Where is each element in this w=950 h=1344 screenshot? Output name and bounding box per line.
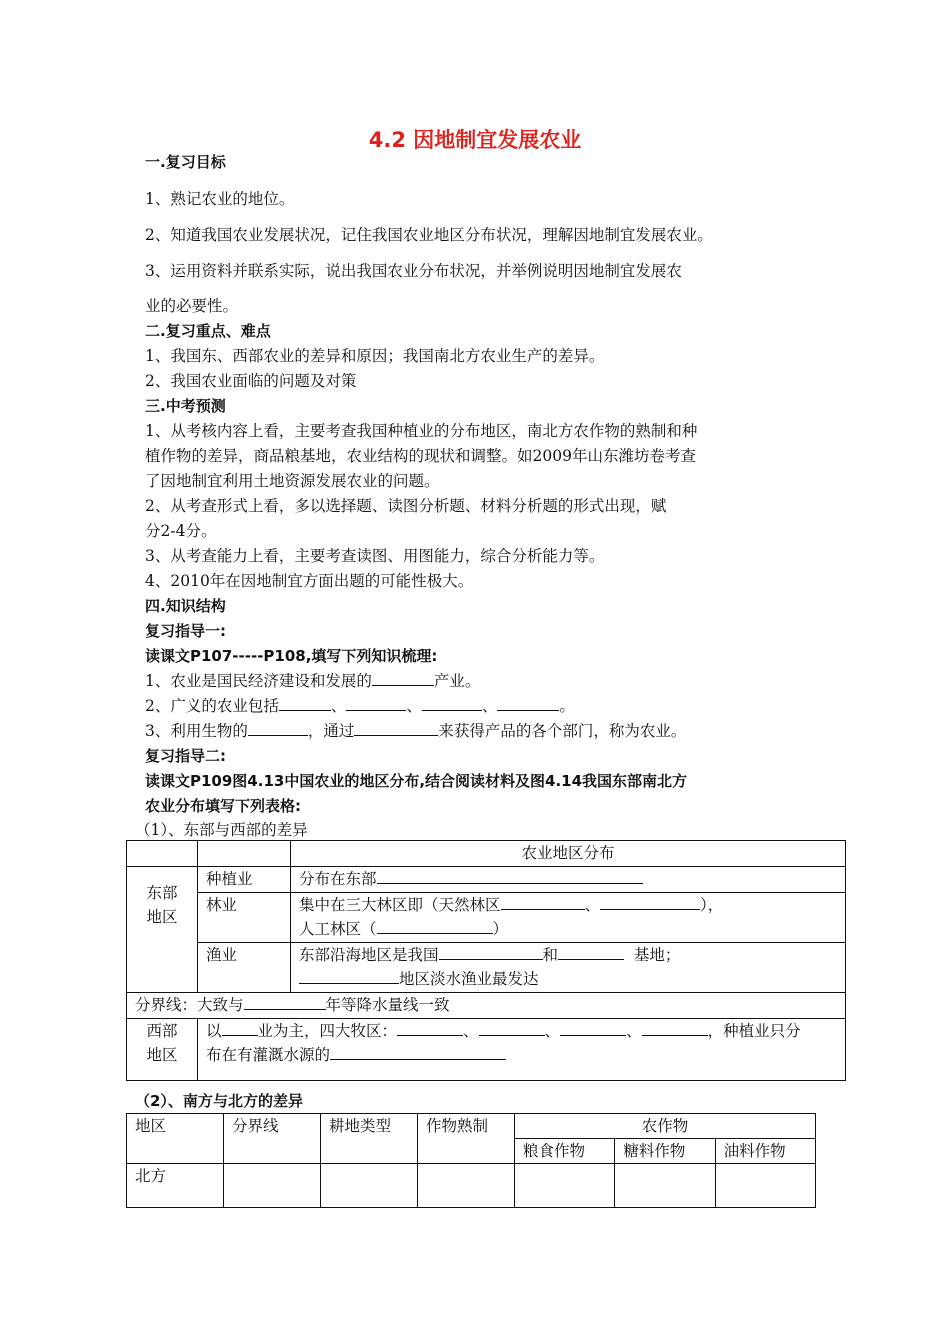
forecast-item: 3、从考查能力上看，主要考查读图、用图能力，综合分析能力等。 xyxy=(145,547,605,565)
guide-two-reading: 读课文P109图4.13中国农业的地区分布,结合阅读材料及图4.14我国东部南北方 xyxy=(145,772,688,790)
goal-item: 3、运用资料并联系实际，说出我国农业分布状况，并举例说明因地制宜发展农 xyxy=(145,262,682,280)
answer-blank[interactable] xyxy=(397,1021,463,1036)
goal-item: 业的必要性。 xyxy=(145,297,239,315)
question-1-tail: 产业。 xyxy=(433,672,481,690)
section-heading-forecast: 三.中考预测 xyxy=(145,397,226,415)
keypoint-item: 1、我国东、西部农业的差异和原因；我国南北方农业生产的差异。 xyxy=(145,347,605,365)
table-cell[interactable] xyxy=(715,1164,815,1208)
question-2-text: 2、广义的农业包括 xyxy=(145,697,279,715)
east-west-table xyxy=(126,840,846,1081)
col-header-land-type: 耕地类型 xyxy=(321,1114,418,1164)
north-south-table xyxy=(126,1113,816,1208)
guide-one-reading: 读课文P107-----P108,填写下列知识梳理: xyxy=(145,647,438,665)
west-region-label xyxy=(127,1019,198,1081)
col-header-cropping-system: 作物熟制 xyxy=(418,1114,515,1164)
answer-blank[interactable] xyxy=(346,696,406,711)
question-3-text: 3、利用生物的 xyxy=(145,722,248,740)
answer-blank[interactable] xyxy=(377,869,643,884)
answer-blank[interactable] xyxy=(248,721,308,736)
guide-two-heading: 复习指导二: xyxy=(145,747,226,765)
answer-blank[interactable] xyxy=(501,895,585,910)
table-cell[interactable] xyxy=(321,1164,418,1208)
row-label-forestry: 林业 xyxy=(198,893,291,943)
goal-item: 1、熟记农业的地位。 xyxy=(145,190,295,208)
answer-blank[interactable] xyxy=(377,919,493,934)
col-header-boundary: 分界线 xyxy=(224,1114,321,1164)
west-text: 布在有灌溉水源的 xyxy=(206,1046,331,1064)
close-paren: ） xyxy=(492,920,509,938)
forecast-item: 2、从考查形式上看，多以选择题、读图分析题、材料分析题的形式出现，赋 xyxy=(145,497,667,515)
planting-text: 分布在东部 xyxy=(299,870,377,888)
planting-cell xyxy=(291,867,846,893)
goal-item: 2、知道我国农业发展状况，记住我国农业地区分布状况，理解因地制宜发展农业。 xyxy=(145,226,713,244)
row-label-north: 北方 xyxy=(127,1164,224,1208)
row-label-fishery: 渔业 xyxy=(198,943,291,993)
divider-text: 分界线：大致与 xyxy=(135,996,244,1014)
west-text: 以 xyxy=(206,1022,222,1040)
answer-blank[interactable] xyxy=(279,696,331,711)
guide-two-reading: 农业分布填写下列表格: xyxy=(145,797,301,815)
table-cell[interactable] xyxy=(615,1164,715,1208)
fishery-cell xyxy=(291,943,846,993)
separator: 、 xyxy=(544,1022,561,1040)
section-heading-goals: 一.复习目标 xyxy=(145,153,226,171)
answer-blank[interactable] xyxy=(439,945,543,960)
fishery-text: 东部沿海地区是我国 xyxy=(299,946,439,964)
separator: 、 xyxy=(330,697,347,715)
answer-blank[interactable] xyxy=(330,1045,506,1060)
keypoint-item: 2、我国农业面临的问题及对策 xyxy=(145,372,357,390)
page-title: 4.2 因地制宜发展农业 xyxy=(368,128,582,152)
answer-blank[interactable] xyxy=(354,721,438,736)
answer-blank[interactable] xyxy=(600,895,700,910)
table-cell[interactable] xyxy=(418,1164,515,1208)
col-header-grain: 粮食作物 xyxy=(515,1139,615,1164)
question-3-mid: ，通过 xyxy=(307,722,355,740)
answer-blank[interactable] xyxy=(479,1021,545,1036)
close-paren: ）， xyxy=(700,896,724,914)
forestry-text: 集中在三大林区即（天然林区 xyxy=(299,896,501,914)
answer-blank[interactable] xyxy=(299,969,399,984)
col-header-region: 地区 xyxy=(127,1114,224,1164)
answer-blank[interactable] xyxy=(244,995,326,1010)
east-region-label xyxy=(127,867,198,993)
separator: 、 xyxy=(481,697,498,715)
separator: 、 xyxy=(406,697,422,715)
west-cell xyxy=(198,1019,846,1081)
question-1-text: 1、农业是国民经济建设和发展的 xyxy=(145,672,372,690)
separator: 、 xyxy=(584,896,601,914)
period: 。 xyxy=(559,697,575,715)
separator: 、 xyxy=(626,1022,642,1040)
question-2 xyxy=(145,696,575,716)
forecast-item: 植作物的差异，商品粮基地，农业结构的现状和调整。如2009年山东潍坊卷考查 xyxy=(145,447,696,465)
answer-blank[interactable] xyxy=(222,1021,258,1036)
answer-blank[interactable] xyxy=(372,671,434,686)
divider-row xyxy=(127,993,846,1019)
fishery-base: 基地； xyxy=(633,946,681,964)
answer-blank[interactable] xyxy=(642,1021,708,1036)
forestry-text: 人工林区（ xyxy=(299,920,377,938)
answer-blank[interactable] xyxy=(560,1021,626,1036)
forecast-item: 了因地制宜利用土地资源发展农业的问题。 xyxy=(145,472,440,490)
forestry-cell xyxy=(291,893,846,943)
col-header-crops: 农作物 xyxy=(515,1114,816,1139)
answer-blank[interactable] xyxy=(558,945,624,960)
east-label-line: 东部 xyxy=(146,884,178,902)
east-label-line: 地区 xyxy=(146,908,178,926)
question-1 xyxy=(145,671,480,691)
table-header: 农业地区分布 xyxy=(291,841,846,867)
west-text: 业为主，四大牧区： xyxy=(257,1022,398,1040)
answer-blank[interactable] xyxy=(497,696,559,711)
separator: 、 xyxy=(463,1022,479,1040)
section-heading-keypoints: 二.复习重点、难点 xyxy=(145,322,271,340)
divider-text: 年等降水量线一致 xyxy=(325,996,450,1014)
row-label-planting: 种植业 xyxy=(198,867,291,893)
question-3 xyxy=(145,721,686,741)
guide-one-heading: 复习指导一: xyxy=(145,622,226,640)
west-label-line: 西部 xyxy=(146,1022,178,1040)
west-text: ，种植业只分 xyxy=(707,1022,801,1040)
table1-caption: （1）、东部与西部的差异 xyxy=(135,821,308,839)
west-label-line: 地区 xyxy=(146,1046,178,1064)
col-header-oil: 油料作物 xyxy=(715,1139,815,1164)
question-3-tail: 来获得产品的各个部门，称为农业。 xyxy=(438,722,687,740)
forecast-item: 4、2010年在因地制宜方面出题的可能性极大。 xyxy=(145,572,474,590)
answer-blank[interactable] xyxy=(422,696,482,711)
table-cell[interactable] xyxy=(224,1164,321,1208)
forecast-item: 1、从考核内容上看，主要考查我国种植业的分布地区，南北方农作物的熟制和种 xyxy=(145,422,698,440)
table2-caption: （2）、南方与北方的差异 xyxy=(135,1092,303,1110)
fishery-and: 和 xyxy=(542,946,559,964)
section-heading-structure: 四.知识结构 xyxy=(145,597,226,615)
fishery-text: 地区淡水渔业最发达 xyxy=(399,970,539,988)
table-cell[interactable] xyxy=(515,1164,615,1208)
forecast-item: 分2-4分。 xyxy=(145,522,217,540)
col-header-sugar: 糖料作物 xyxy=(615,1139,715,1164)
